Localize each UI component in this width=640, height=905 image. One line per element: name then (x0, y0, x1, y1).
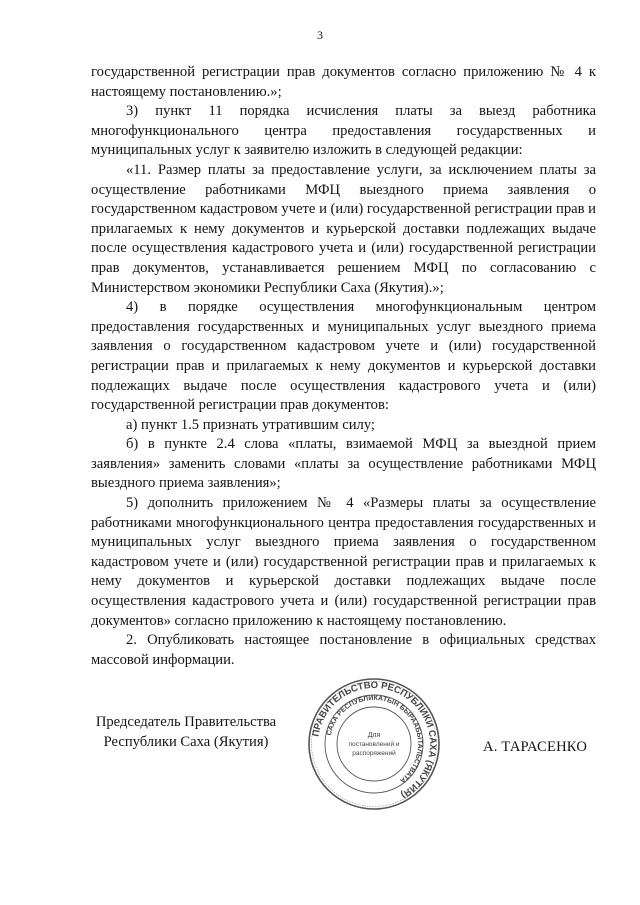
signer-position-line1: Председатель Правительства (95, 714, 277, 730)
paragraph-item-3: 3) пункт 11 порядка исчисления платы за выезд работника многофункционального центра предоставления государственных и муниципальных услуг к заявителю изложить в следующей редакции: (91, 103, 596, 159)
official-seal (306, 676, 442, 812)
paragraph-continuation: государственной регистрации прав документов согласно приложению № 4 к настоящему постановлению.»; (91, 64, 596, 100)
seal-center-line3: распоряжений (352, 750, 396, 757)
paragraph-subitem-b: б) в пункте 2.4 слова «платы, взимаемой МФЦ за выездной прием заявления» заменить словами «платы за осуществление работниками МФЦ выездного приема заявления»; (91, 436, 596, 492)
seal-center-line1: Для (367, 732, 381, 739)
document-body (91, 63, 596, 670)
paragraph-quote-11: «11. Размер платы за предоставление услуги, за исключением платы за осуществление работниками МФЦ выездного приема заявления о государственном кадастровом учете и (или) государственной регистрации прав и прилагаемых к нему документов и курьерской доставки подлежащих выдаче после осуществления кадастрового учета и (или) государственной регистрации прав документов, устанавливается решением МФЦ по согласованию с Министерством экономики Республики Саха (Якутия).»; (91, 161, 596, 296)
seal-outer-text: ПРАВИТЕЛЬСТВО РЕСПУБЛИКИ САХА (ЯКУТИЯ) (310, 679, 439, 801)
signer-position (91, 713, 281, 752)
signer-position-line2: Республики Саха (Якутия) (103, 733, 269, 750)
page-number: 3 (317, 28, 323, 42)
seal-inner-text: САХА РЕСПУБЛИКАТЫН БЫРААБЫТАЛЬСТВАТА (325, 694, 424, 784)
paragraph-item-4: 4) в порядке осуществления многофункциональным центром предоставления государственных и муниципальных услуг выездного приема заявления о государственном кадастровом учете и (или) государственной регистрации прав и прилагаемых к нему документов и курьерской доставки подлежащих выдаче после осуществления кадастрового учета и (или) государственной регистрации прав документов: (91, 299, 596, 414)
paragraph-item-5: 5) дополнить приложением № 4 «Размеры платы за осуществление работниками многофункционального центра предоставления государственных и муниципальных услуг выездного приема заявления о государственном кадастровом учете и (или) государственной регистрации прав и прилагаемых к нему документов и курьерской доставки подлежащих выдаче после осуществления кадастрового учета и (или) государственной регистрации прав документов» согласно приложению к настоящему постановлению. (91, 495, 596, 629)
paragraph-publish: 2. Опубликовать настоящее постановление в официальных средствах массовой информации. (91, 632, 596, 668)
paragraph-subitem-a: а) пункт 1.5 признать утратившим силу; (126, 416, 375, 433)
seal-center-line2: постановлений и (348, 741, 400, 748)
signer-name: А. ТАРАСЕНКО (483, 739, 588, 755)
